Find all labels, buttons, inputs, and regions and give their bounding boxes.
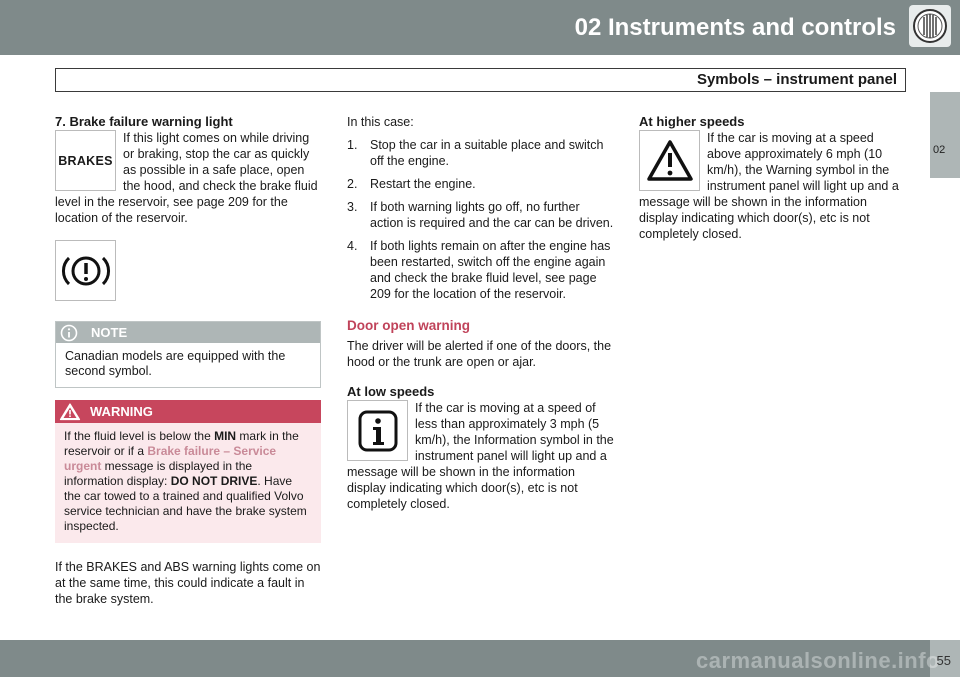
column-middle — [347, 114, 615, 512]
section-title: Symbols – instrument panel — [696, 71, 897, 88]
list-item — [347, 238, 615, 302]
note-text: Canadian models are equipped with the second symbol. — [65, 349, 286, 378]
page-number: 55 — [936, 653, 951, 668]
information-symbol-icon — [347, 400, 408, 461]
volvo-logo-icon — [909, 5, 951, 47]
step-number: 3. — [347, 200, 358, 214]
steps-list — [347, 137, 615, 302]
note-box — [55, 321, 321, 388]
warning-text-part: mark in the reservoir or if a — [64, 429, 299, 458]
warning-text-part: . Have the car towed to a trained and qualified Volvo service technician and have the brake system inspected. — [64, 474, 307, 533]
higher-speeds-text: If the car is moving at a speed above approximately 6 mph (10 km/h), the Warning symbol in the instrument panel will light up and a message will be shown in the information display indicating which door(s), etc is not completely closed. — [639, 131, 899, 241]
list-item — [347, 176, 615, 192]
side-tab-label: 02 — [933, 144, 946, 156]
warning-header — [55, 400, 321, 423]
step-text: If both lights remain on after the engine has been restarted, switch off the engine again and check the brake fluid level, see page 209 for the location of the reservoir. — [370, 239, 611, 301]
note-title: NOTE — [91, 325, 128, 340]
warning-text-part: message is displayed in the information display: — [64, 459, 253, 488]
door-open-text: The driver will be alerted if one of the doors, the hood or the trunk are open or ajar. — [347, 339, 612, 369]
warning-text-part: If the fluid level is below the — [64, 429, 215, 443]
warning-do-not-drive: DO NOT DRIVE — [170, 474, 258, 488]
step-text: Stop the car in a suitable place and switch off the engine. — [370, 138, 604, 168]
header-bar — [0, 0, 960, 55]
column-left — [55, 114, 321, 607]
list-item — [347, 137, 615, 169]
low-speeds-heading: At low speeds — [347, 384, 435, 399]
list-item — [347, 199, 615, 231]
brake-paragraph: If this light comes on while driving or braking, stop the car as quickly as possible in a safe place, open the hood, and check the brake fluid level in the reservoir, see page 209 for the location of the reservoir. — [55, 131, 318, 225]
step-number: 4. — [347, 239, 358, 253]
brakes-symbol-label: BRAKES — [58, 153, 113, 168]
brakes-symbol — [55, 130, 116, 191]
warning-text — [55, 423, 321, 543]
warning-symbol-icon — [639, 130, 700, 191]
chapter-title: 02 Instruments and controls — [574, 14, 896, 41]
low-speeds-text: If the car is moving at a speed of less than approximately 3 mph (5 km/h), the Information symbol in the instrument panel will light up and a message will be shown in the information display indicating which door(s), etc is not completely closed. — [347, 401, 614, 511]
higher-speeds-heading: At higher speeds — [639, 114, 745, 129]
warning-title: WARNING — [90, 404, 153, 419]
brake-circle-icon — [55, 240, 116, 301]
step-number: 2. — [347, 177, 358, 191]
door-open-heading: Door open warning — [347, 318, 470, 333]
step-number: 1. — [347, 138, 358, 152]
column-right — [639, 114, 907, 242]
brake-heading: 7. Brake failure warning light — [55, 114, 233, 129]
step-text: Restart the engine. — [370, 177, 476, 191]
warning-message-name: Brake failure – Service urgent — [64, 444, 277, 473]
warning-min: MIN — [214, 429, 237, 443]
brake-abs-paragraph: If the BRAKES and ABS warning lights come on at the same time, this could indicate a fault in the brake system. — [55, 560, 321, 606]
step-text: If both warning lights go off, no further action is required and the car can be driven. — [370, 200, 614, 230]
warning-triangle-icon — [59, 402, 81, 425]
chapter-side-tab[interactable] — [930, 92, 960, 178]
warning-box — [55, 400, 321, 543]
note-header — [56, 322, 320, 343]
section-bar — [55, 68, 906, 92]
watermark: carmanualsonline.info — [696, 648, 940, 673]
steps-intro: In this case: — [347, 115, 414, 129]
info-icon — [60, 324, 78, 346]
